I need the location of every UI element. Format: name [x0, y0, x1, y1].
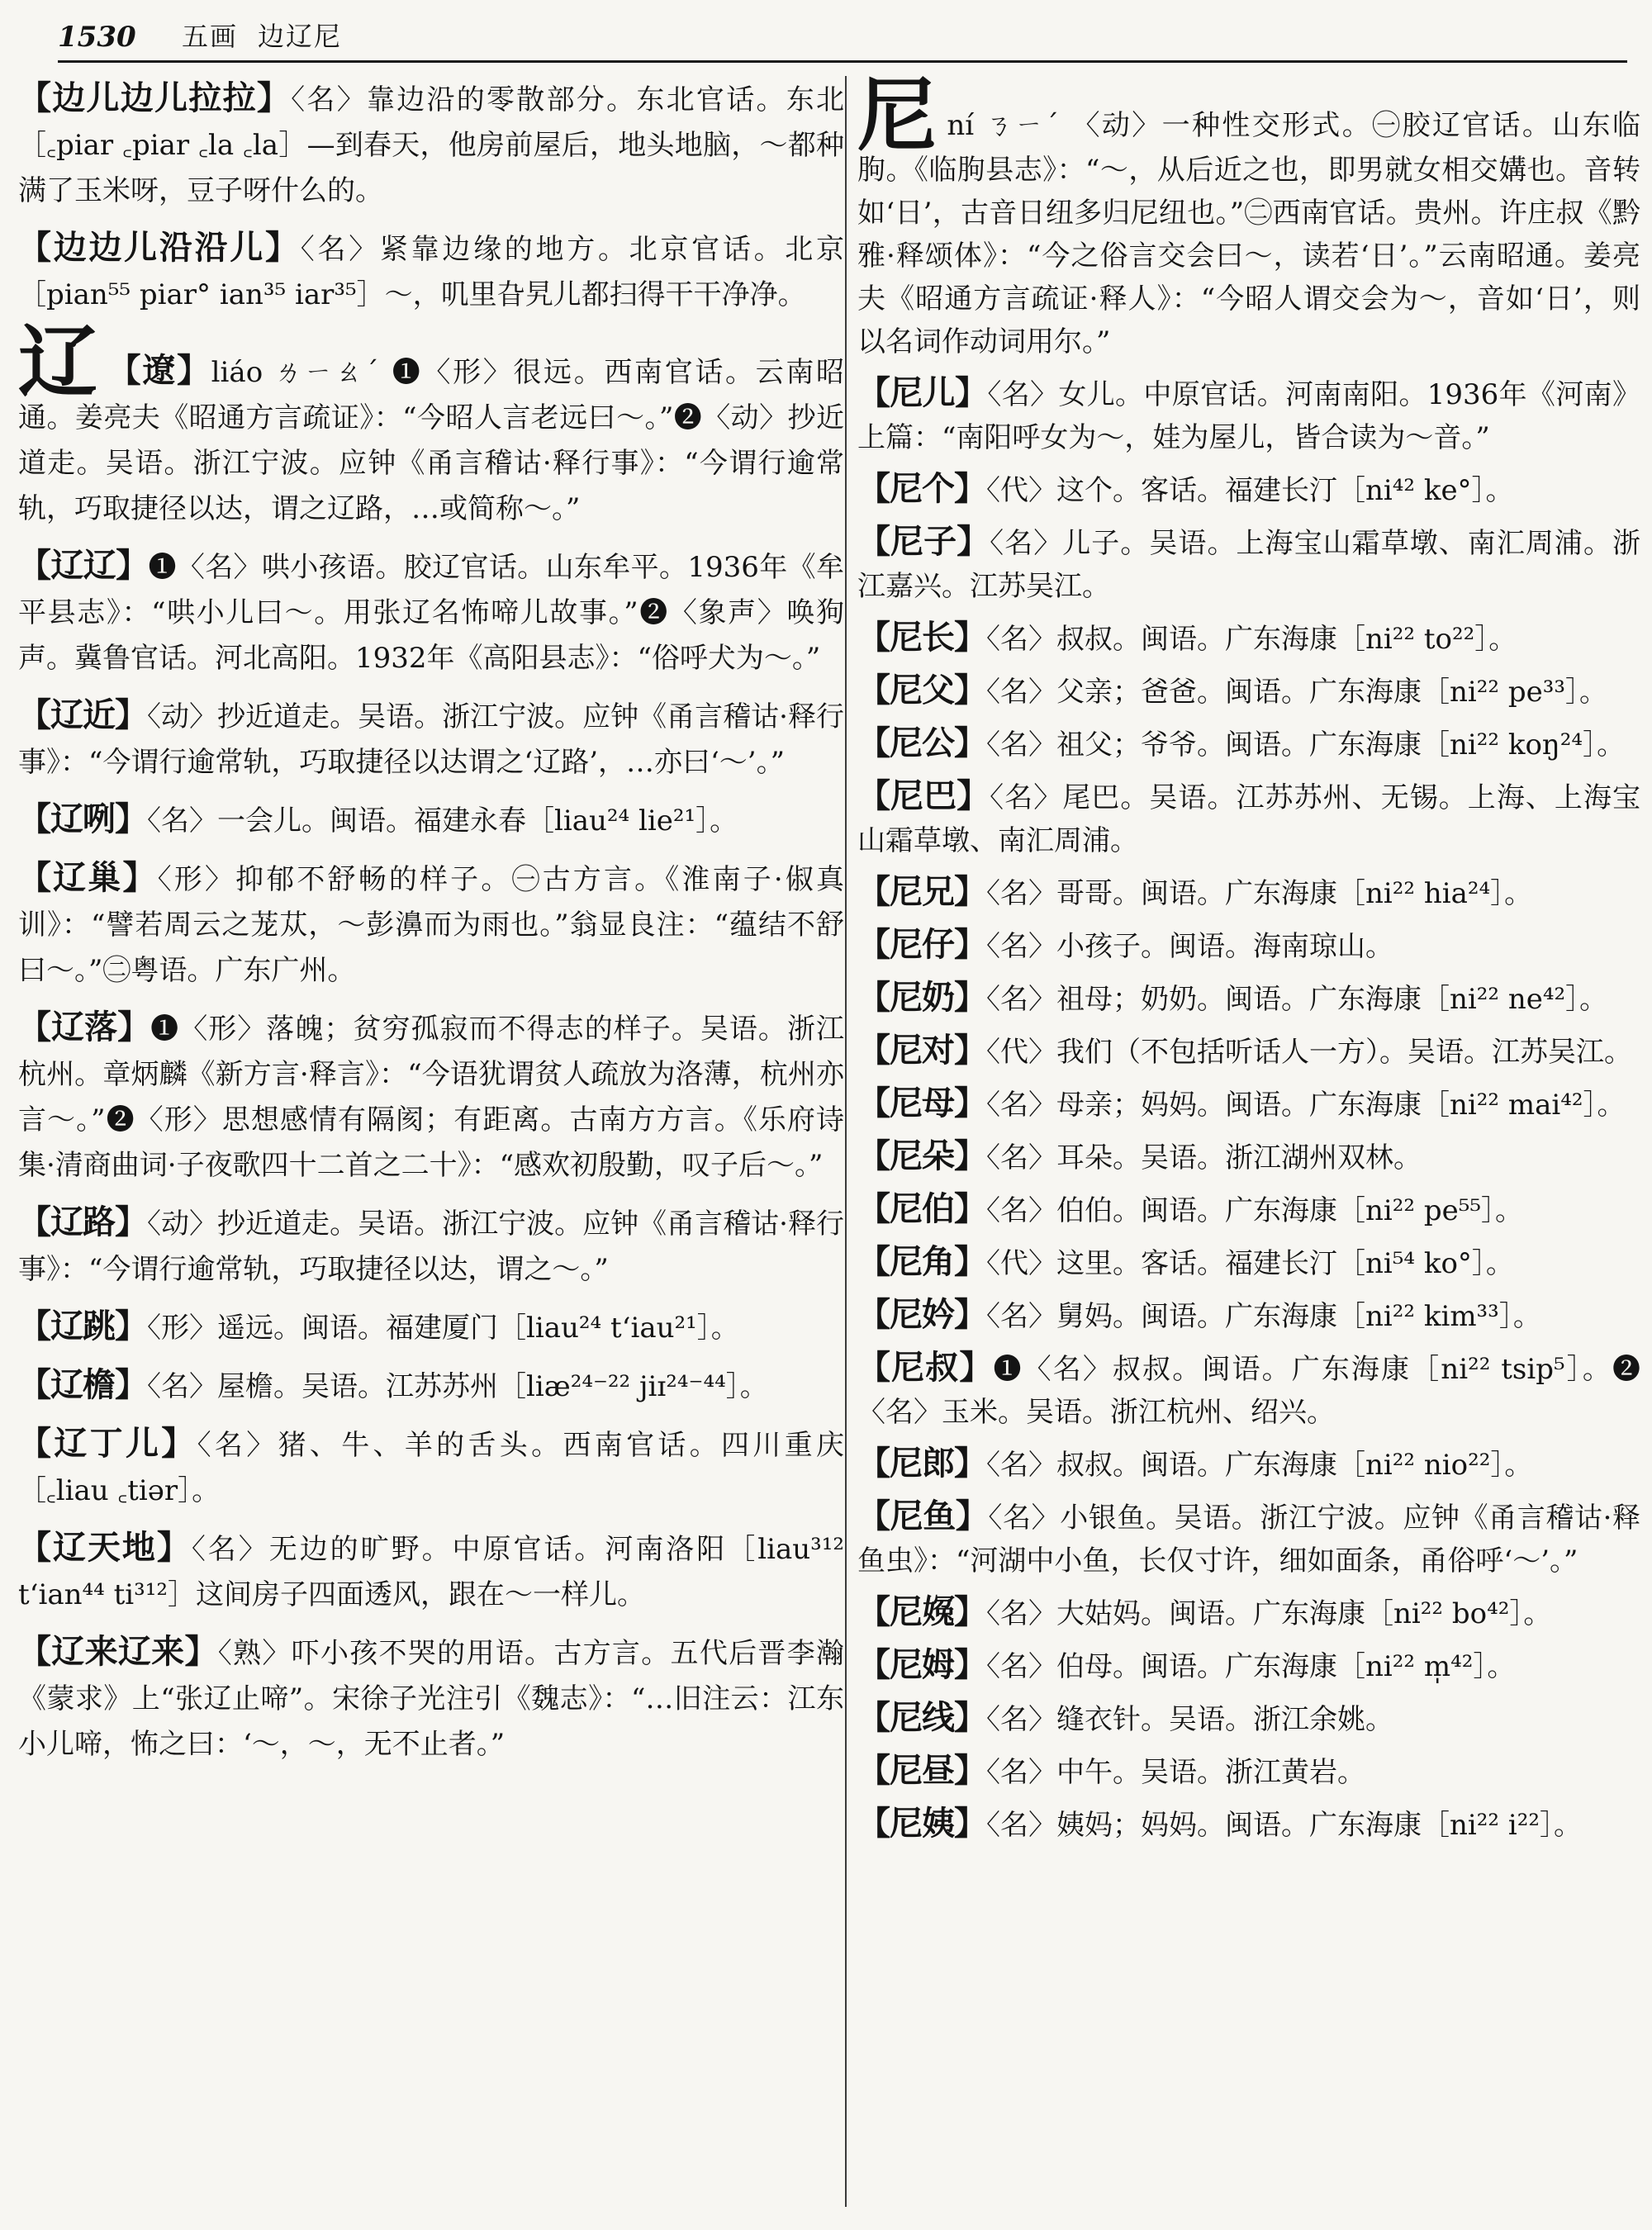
entry-headword: 【尼线】: [857, 1699, 986, 1737]
entry-definition: 〈名〉父亲；爸爸。闽语。广东海康［ni²² pe³³］。: [986, 676, 1607, 709]
entry-definition: 〈形〉抑郁不舒畅的样子。㊀古方言。《淮南子·俶真训》：“譬若周云之茏苁，～彭濞而为雨也。”翁显良注：“蕴结不舒曰～。”㊁粤语。广东广州。: [18, 863, 844, 987]
headword-character: 尼: [857, 76, 939, 162]
entry-definition: 〈代〉这个。客话。福建长汀［ni⁴² ke°］。: [986, 474, 1514, 507]
dictionary-entry: [857, 1029, 1640, 1074]
entry-headword: 【尼长】: [857, 619, 986, 657]
dictionary-entry: [857, 669, 1640, 714]
entry-headword: 【尼父】: [857, 671, 986, 709]
entry-headword: 【辽巢】: [18, 859, 158, 897]
dictionary-entry: [18, 1630, 844, 1767]
entry-headword: 【尼公】: [857, 724, 986, 762]
dictionary-entry: [18, 1005, 844, 1189]
entry-headword: 【尼对】: [857, 1032, 986, 1070]
entry-definition: 〈名〉猪、牛、羊的舌头。西南官话。四川重庆［꜀liau ꜀tiər］。: [18, 1429, 844, 1507]
entry-headword: 【尼鱼】: [857, 1497, 989, 1535]
entry-headword: 【辽路】: [18, 1203, 148, 1241]
entry-headword: 【尼郎】: [857, 1445, 986, 1483]
entry-definition: 〈名〉母亲；妈妈。闽语。广东海康［ni²² mai⁴²］。: [986, 1089, 1626, 1122]
column-divider: [845, 76, 847, 2207]
dictionary-entry: [18, 1421, 844, 1514]
dictionary-entry: [18, 856, 844, 994]
entry-headword: 【辽近】: [18, 696, 148, 734]
entry-definition: 〈名〉中午。吴语。浙江黄岩。: [986, 1756, 1365, 1789]
dictionary-entry: [18, 1363, 844, 1410]
entry-definition: 〈名〉叔叔。闽语。广东海康［ni²² nio²²］。: [986, 1449, 1533, 1482]
entry-definition: 〈名〉尾巴。吴语。江苏苏州、无锡。上海、上海宝山霜草墩、南汇周浦。: [857, 781, 1640, 857]
entry-headword: 【尼个】: [857, 470, 986, 508]
entry-definition: 〈名〉无边的旷野。中原官话。河南洛阳［liau³¹² t‘ian⁴⁴ ti³¹²］这间房子四面透风，跟在～一样儿。: [18, 1533, 844, 1611]
dictionary-entry: [857, 1293, 1640, 1338]
entry-headword: 【辽天地】: [18, 1529, 192, 1567]
dictionary-entry: [18, 1525, 844, 1618]
left-column: [18, 76, 844, 2215]
entry-definition: 〈名〉靠边沿的零散部分。东北官话。东北［꜀piar ꜀piar ꜀la ꜀la］—到春天，他房前屋后，地头地脑，～都种满了玉米呀，豆子呀什么的。: [18, 83, 844, 207]
dictionary-entry: [857, 1241, 1640, 1285]
entry-definition: 〈名〉小银鱼。吴语。浙江宁波。应钟《甬言稽诂·释鱼虫》：“河湖中小鱼，长仅寸许，细如面条，甬俗呼‘～’。”: [857, 1502, 1640, 1578]
dictionary-entry: [857, 520, 1640, 608]
dictionary-entry: [18, 1304, 844, 1351]
entry-definition: liáo ㄌㄧㄠˊ ❶〈形〉很远。西南官话。云南昭通。姜亮夫《昭通方言疏证》：“今昭人言老远曰～。”❷〈动〉抄近道走。吴语。浙江宁波。应钟《甬言稽诂·释行事》：“今谓行逾常轨，巧取捷径以达，谓之辽路，…或简称～。”: [18, 356, 844, 525]
entry-headword: 【尼妗】: [857, 1296, 986, 1334]
dictionary-entry: [857, 976, 1640, 1021]
entry-headword: 【尼儿】: [857, 374, 988, 412]
dictionary-entry: [857, 1749, 1640, 1794]
entry-definition: 〈形〉遥远。闽语。福建厦门［liau²⁴ t‘iau²¹］。: [147, 1312, 739, 1345]
entry-definition: 〈代〉这里。客话。福建长汀［ni⁵⁴ ko°］。: [986, 1247, 1514, 1280]
dictionary-entry: [18, 543, 844, 681]
entry-headword: 【辽来辽来】: [18, 1633, 218, 1671]
entry-headword: 【尼子】: [857, 523, 990, 561]
dictionary-entry: [857, 1495, 1640, 1582]
dictionary-entry: [18, 76, 844, 214]
entry-definition: ❶〈名〉叔叔。闽语。广东海康［ni²² tsip⁵］。❷〈名〉玉米。吴语。浙江杭州、绍兴。: [857, 1353, 1640, 1429]
entry-headword: 【遼】: [107, 352, 211, 390]
entry-headword: 【尼兄】: [857, 873, 986, 911]
dictionary-entry: [857, 76, 1640, 363]
section-characters: 边辽尼: [258, 21, 343, 52]
entry-definition: 〈名〉小孩子。闽语。海南琼山。: [986, 930, 1393, 963]
entry-headword: 【辽落】: [18, 1008, 151, 1046]
dictionary-entry: [857, 1644, 1640, 1688]
dictionary-entry: [857, 775, 1640, 862]
dictionary-entry: [857, 1082, 1640, 1127]
dictionary-entry: [857, 1346, 1640, 1434]
dictionary-entry: [857, 1591, 1640, 1635]
entry-headword: 【辽跳】: [18, 1307, 147, 1345]
entry-definition: 〈名〉哥哥。闽语。广东海康［ni²² hia²⁴］。: [986, 877, 1533, 910]
entry-headword: 【尼伯】: [857, 1190, 986, 1228]
dictionary-entry: [857, 722, 1640, 766]
dictionary-entry: [857, 871, 1640, 915]
entry-headword: 【尼仔】: [857, 926, 986, 964]
entry-definition: 〈名〉女儿。中原官话。河南南阳。1936年《河南》上篇：“南阳呼女为～，娃为屋儿，皆合读为～音。”: [857, 378, 1640, 454]
entry-definition: 〈名〉屋檐。吴语。江苏苏州［liæ²⁴⁻²² jiɪ²⁴⁻⁴⁴］。: [147, 1370, 768, 1403]
entry-definition: 〈名〉祖母；奶奶。闽语。广东海康［ni²² ne⁴²］。: [986, 983, 1608, 1016]
headword-character: 辽: [18, 316, 100, 409]
dictionary-entry: [18, 316, 844, 532]
entry-headword: 【辽咧】: [18, 800, 147, 838]
entry-headword: 【辽丁儿】: [18, 1425, 197, 1463]
entry-definition: 〈名〉祖父；爷爷。闽语。广东海康［ni²² koŋ²⁴］。: [986, 728, 1626, 762]
right-column: [857, 76, 1640, 2215]
entry-definition: 〈名〉缝衣针。吴语。浙江余姚。: [986, 1703, 1393, 1736]
entry-headword: 【尼巴】: [857, 777, 990, 815]
entry-headword: 【尼𡟰】: [857, 1593, 986, 1631]
entry-definition: 〈名〉儿子。吴语。上海宝山霜草墩、南汇周浦。浙江嘉兴。江苏吴江。: [857, 527, 1640, 603]
entry-headword: 【尼朵】: [857, 1137, 986, 1175]
entry-definition: 〈名〉紧靠边缘的地方。北京官话。北京［pian⁵⁵ piar° ian³⁵ iar³⁵］～，叽里旮旯儿都扫得干干净净。: [18, 233, 844, 311]
dictionary-entry: [857, 923, 1640, 968]
entry-definition: 〈名〉一会儿。闽语。福建永春［liau²⁴ lie²¹］。: [147, 804, 738, 837]
entry-definition: 〈动〉抄近道走。吴语。浙江宁波。应钟《甬言稽诂·释行事》：“今谓行逾常轨，巧取捷径以达谓之‘辽路’，…亦曰‘～’。”: [18, 700, 844, 779]
entry-headword: 【尼姨】: [857, 1805, 986, 1843]
dictionary-entry: [18, 693, 844, 785]
dictionary-entry: [857, 1188, 1640, 1232]
dictionary-entry: [18, 1200, 844, 1293]
dictionary-entry: [857, 1442, 1640, 1487]
entry-headword: 【边儿边儿拉拉】: [18, 79, 292, 117]
entry-headword: 【尼姆】: [857, 1646, 986, 1684]
dictionary-entry: [857, 372, 1640, 459]
entry-headword: 【边边儿沿沿儿】: [18, 229, 301, 267]
entry-headword: 【尼奶】: [857, 979, 986, 1017]
section-label: 五画: [182, 21, 239, 52]
dictionary-entry: [857, 1135, 1640, 1179]
entry-headword: 【辽辽】: [18, 547, 149, 585]
entry-headword: 【尼角】: [857, 1243, 986, 1281]
dictionary-entry: [18, 797, 844, 844]
entry-headword: 【尼昼】: [857, 1752, 986, 1790]
dictionary-entry: [857, 616, 1640, 661]
entry-definition: 〈名〉伯母。闽语。广东海康［ni²² m̩⁴²］。: [986, 1650, 1516, 1683]
entry-definition: 〈名〉叔叔。闽语。广东海康［ni²² to²²］。: [986, 623, 1517, 656]
entry-headword: 【尼母】: [857, 1084, 986, 1122]
entry-definition: ❶〈名〉哄小孩语。胶辽官话。山东牟平。1936年《牟平县志》：“哄小儿曰～。用张辽名怖啼儿故事。”❷〈象声〉唤狗声。冀鲁官话。河北高阳。1932年《高阳县志》：“俗呼犬为～。”: [18, 551, 844, 675]
entry-headword: 【辽檐】: [18, 1366, 147, 1404]
entry-definition: 〈名〉伯伯。闽语。广东海康［ni²² pe⁵⁵］。: [986, 1194, 1523, 1227]
entry-definition: 〈名〉大姑妈。闽语。广东海康［ni²² bo⁴²］。: [986, 1597, 1552, 1630]
entry-definition: 〈代〉我们（不包括听话人一方）。吴语。江苏吴江。: [986, 1036, 1632, 1069]
entry-definition: 〈名〉耳朵。吴语。浙江湖州双林。: [986, 1141, 1422, 1174]
dictionary-entry: [857, 1696, 1640, 1741]
entry-definition: 〈动〉抄近道走。吴语。浙江宁波。应钟《甬言稽诂·释行事》：“今谓行逾常轨，巧取捷径以达，谓之～。”: [18, 1208, 844, 1286]
dictionary-entry: [857, 1802, 1640, 1847]
entry-definition: ❶〈形〉落魄；贫穷孤寂而不得志的样子。吴语。浙江杭州。章炳麟《新方言·释言》：“今语犹谓贫人疏放为洛薄，杭州亦言～。”❷〈形〉思想感情有隔阂；有距离。古南方方言。《乐府诗集·清商曲词·子夜歌四十二首之二十》：“感欢初殷勤，叹子后～。”: [18, 1013, 844, 1182]
entry-definition: 〈熟〉吓小孩不哭的用语。古方言。五代后晋李瀚《蒙求》上“张辽止啼”。宋徐子光注引《魏志》：“…旧注云：江东小儿啼，怖之曰：‘～，～，无不止者。”: [18, 1637, 844, 1761]
page-number: 1530: [58, 21, 136, 54]
entry-headword: 【尼叔】: [857, 1349, 994, 1387]
dictionary-entry: [18, 225, 844, 318]
page-header: [58, 12, 1627, 63]
entry-definition: 〈名〉舅妈。闽语。广东海康［ni²² kim³³］。: [986, 1300, 1541, 1333]
dictionary-entry: [857, 467, 1640, 512]
entry-definition: ní ㄋㄧˊ 〈动〉一种性交形式。㊀胶辽官话。山东临朐。《临朐县志》：“～，从后近之也，即男就女相交媾也。音转如‘日’，古音日纽多归尼纽也。”㊁西南官话。贵州。许庄叔《黔雅·释颂体》：“今之俗言交会曰～，读若‘日’。”云南昭通。姜亮夫《昭通方言疏证·释人》：“今昭人谓交会为～，音如‘日’，则以名词作动词用尔。”: [857, 109, 1640, 358]
entry-definition: 〈名〉姨妈；妈妈。闽语。广东海康［ni²² i²²］。: [986, 1809, 1582, 1842]
